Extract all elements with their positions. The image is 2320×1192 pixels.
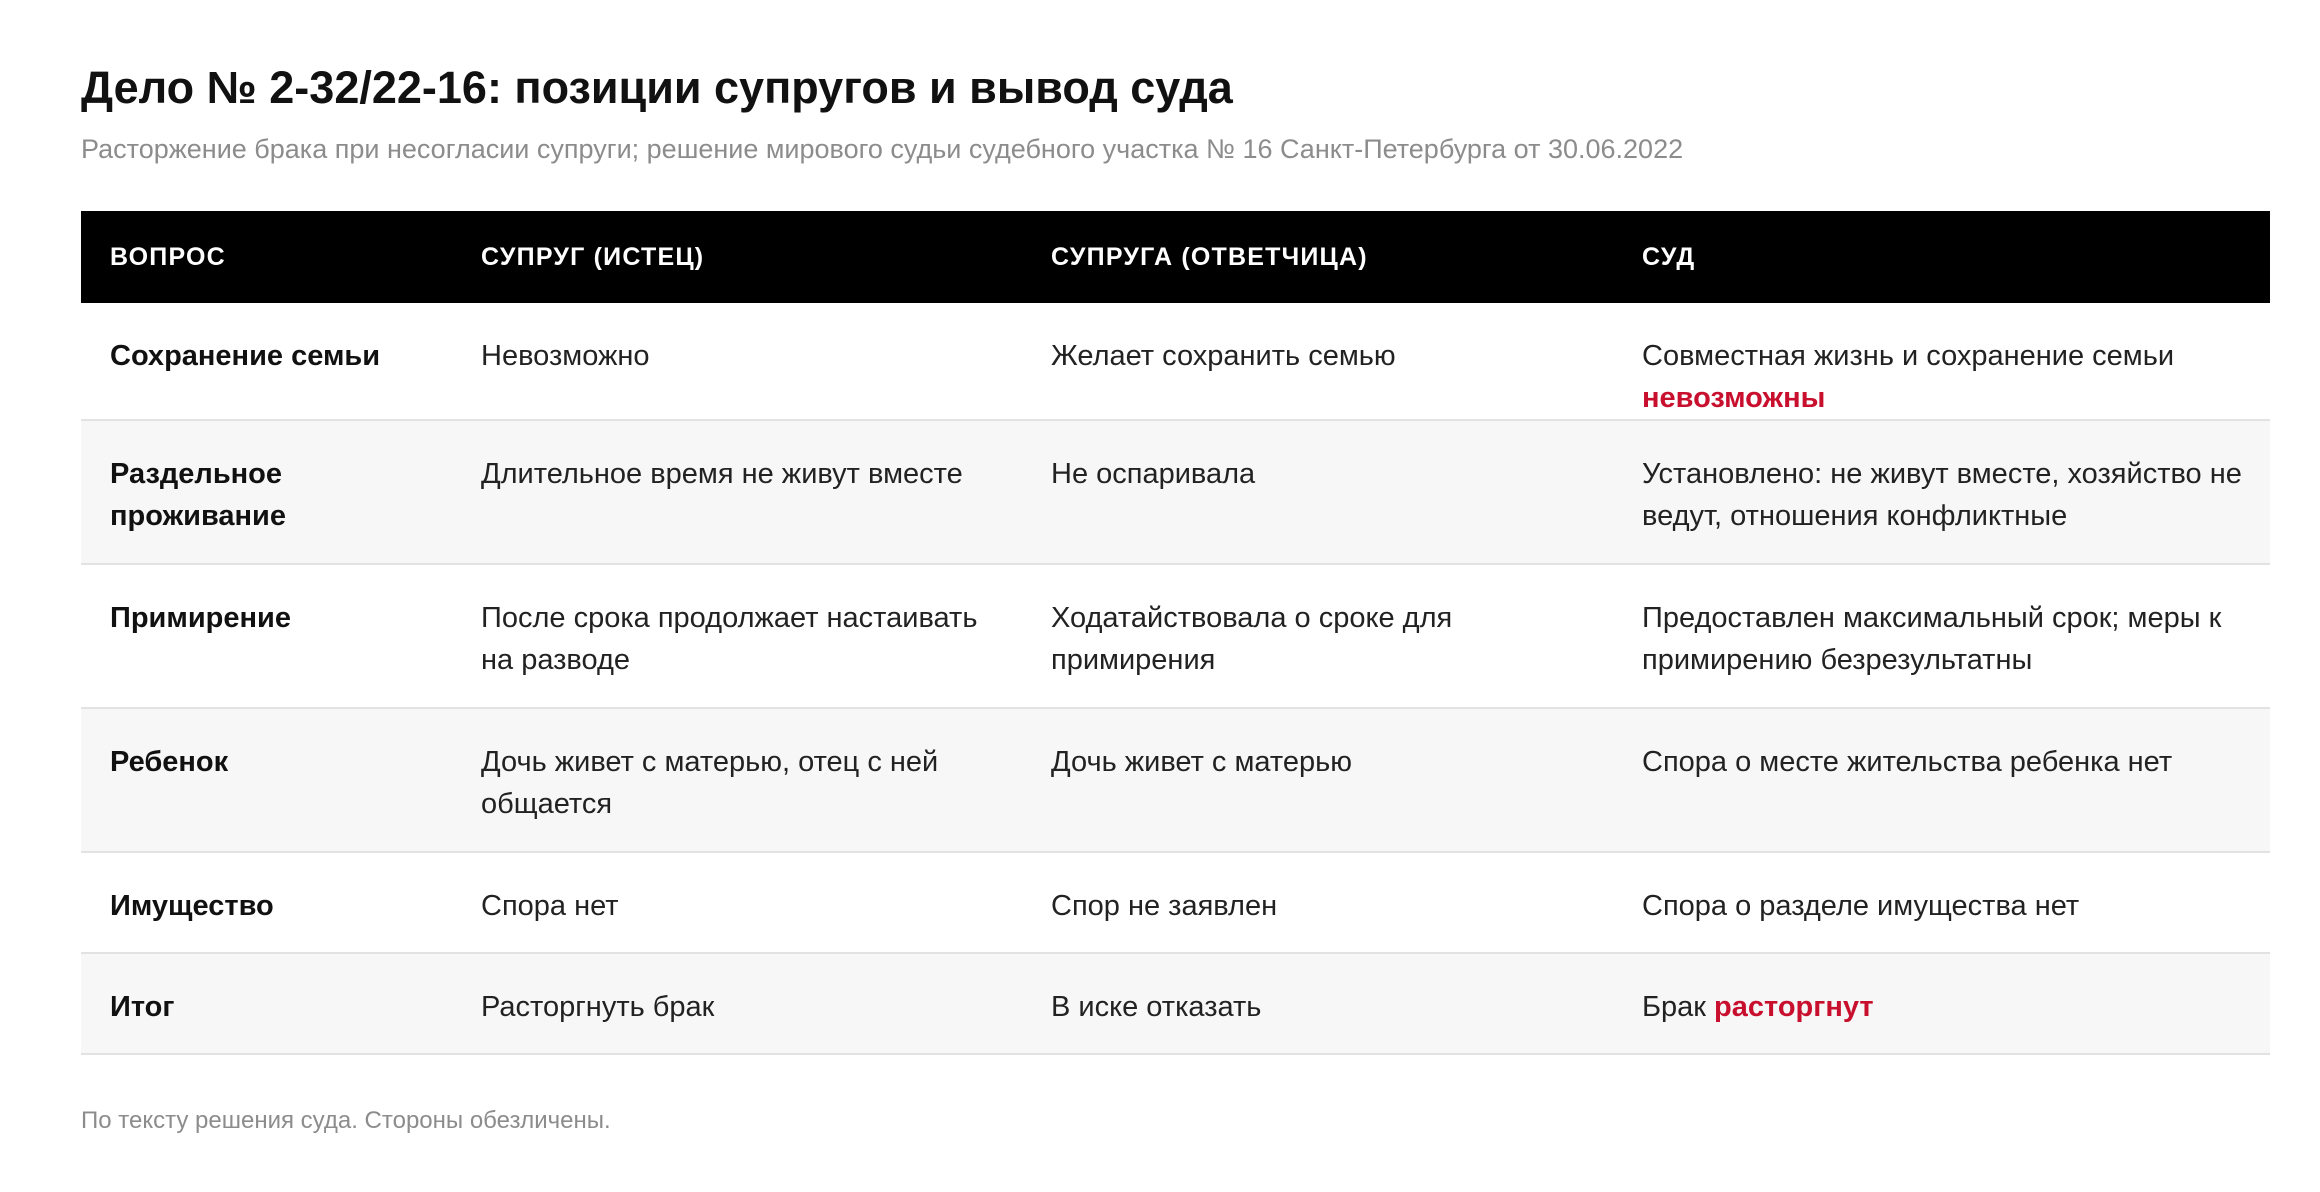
court-text: Брак — [1642, 991, 1706, 1023]
row-wife: Ходатайствовала о сроке для примирения — [1022, 564, 1613, 708]
row-wife: Не оспаривала — [1022, 420, 1613, 564]
row-question: Сохранение семьи — [81, 303, 452, 420]
row-court: Спора о месте жительства ребенка нет — [1613, 708, 2270, 852]
table-row — [81, 564, 2270, 708]
page-subtitle: Расторжение брака при несогласии супруги; решение мирового судьи судебного участка № 16 Санкт-Петербурга от 30.06.2022 — [81, 134, 1684, 164]
row-wife: Дочь живет с матерью — [1022, 708, 1613, 852]
court-accent: расторгнут — [1714, 991, 1874, 1023]
page-title: Дело № 2-32/22-16: позиции супругов и вывод суда — [81, 62, 1233, 113]
table-row — [81, 953, 2270, 1054]
comparison-table — [81, 211, 2270, 1055]
row-husband: Невозможно — [452, 303, 1022, 420]
row-court — [1613, 953, 2270, 1054]
row-wife: В иске отказать — [1022, 953, 1613, 1054]
table-row — [81, 852, 2270, 953]
table-row — [81, 708, 2270, 852]
row-court: Установлено: не живут вместе, хозяйство не ведут, отношения конфликтные — [1613, 420, 2270, 564]
header-court: СУД — [1642, 242, 1696, 271]
row-husband: Расторгнуть брак — [452, 953, 1022, 1054]
header-wife: СУПРУГА (ОТВЕТЧИЦА) — [1051, 242, 1368, 271]
header-husband: СУПРУГ (ИСТЕЦ) — [481, 242, 705, 271]
row-question: Раздельное проживание — [81, 420, 452, 564]
row-question: Имущество — [81, 852, 452, 953]
table-row — [81, 303, 2270, 420]
row-question: Итог — [81, 953, 452, 1054]
row-husband: После срока продолжает настаивать на разводе — [452, 564, 1022, 708]
header-question: ВОПРОС — [110, 242, 226, 271]
row-husband: Дочь живет с матерью, отец с ней общается — [452, 708, 1022, 852]
row-husband: Спора нет — [452, 852, 1022, 953]
court-accent: невозможны — [1642, 382, 1826, 414]
row-court — [1613, 303, 2270, 420]
footnote: По тексту решения суда. Стороны обезличены. — [81, 1107, 611, 1134]
row-question: Ребенок — [81, 708, 452, 852]
row-question: Примирение — [81, 564, 452, 708]
court-text: Совместная жизнь и сохранение семьи — [1642, 340, 2175, 372]
row-court: Спора о разделе имущества нет — [1613, 852, 2270, 953]
row-wife: Желает сохранить семью — [1022, 303, 1613, 420]
table-row — [81, 420, 2270, 564]
row-wife: Спор не заявлен — [1022, 852, 1613, 953]
table-header-row — [81, 211, 2270, 303]
row-court: Предоставлен максимальный срок; меры к примирению безрезультатны — [1613, 564, 2270, 708]
row-husband: Длительное время не живут вместе — [452, 420, 1022, 564]
